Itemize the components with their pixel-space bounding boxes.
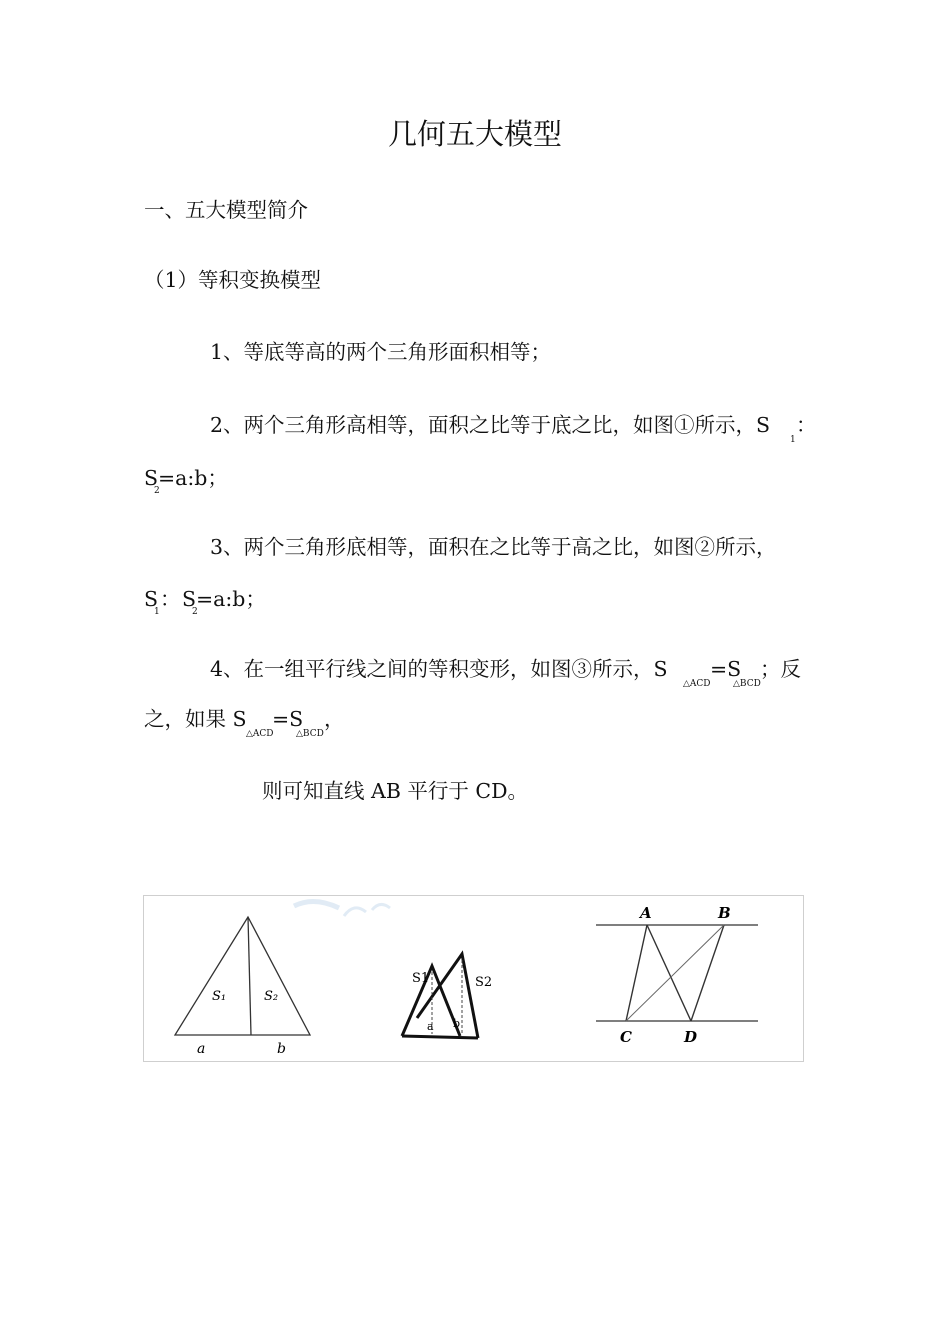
item-2-tail: =a:b；	[158, 466, 228, 490]
figure-2-label-s1: S1	[412, 971, 430, 986]
item-4-line-1: 4、在一组平行线之间的等积变形，如图③所示，S	[210, 657, 668, 681]
item-4-subscript-1: △ACD	[683, 679, 711, 689]
item-3-subscript-2: 2	[192, 607, 198, 617]
item-2-subscript-2: 2	[154, 486, 160, 496]
figure-2-triangles	[402, 954, 492, 1038]
figures-svg	[144, 896, 803, 1061]
item-4-equals: =S	[710, 657, 742, 681]
figure-2-label-a: a	[427, 1020, 434, 1033]
item-4-line-2-tail: ，	[324, 707, 345, 731]
item-3-subscript-1: 1	[154, 607, 160, 617]
item-4-line-2-equals: =S	[272, 707, 304, 731]
item-3-line-1: 3、两个三角形底相等，面积在之比等于高之比，如图②所示，	[210, 535, 777, 559]
page-title: 几何五大模型	[387, 117, 562, 151]
item-2-s2: S	[144, 466, 159, 490]
item-4-line-3: 则可知直线 AB 平行于 CD。	[262, 779, 529, 803]
item-3-s1: S	[144, 587, 159, 611]
watermark	[294, 901, 390, 916]
figure-1-triangle	[175, 917, 310, 1057]
subsection-heading: （1）等积变换模型	[144, 268, 322, 292]
item-4-tail: ；反	[760, 657, 801, 681]
figure-1-label-b: b	[277, 1041, 286, 1057]
item-3-colon: ：	[160, 587, 181, 611]
figures-panel	[143, 895, 804, 1062]
item-4-subscript-2: △BCD	[733, 679, 761, 689]
item-3-tail: =a:b；	[196, 587, 266, 611]
item-2-colon: ：	[796, 413, 817, 437]
item-2-subscript-1: 1	[790, 435, 796, 445]
item-2-line-1: 2、两个三角形高相等，面积之比等于底之比，如图①所示，S	[210, 413, 771, 437]
item-3-s2: S	[182, 587, 197, 611]
figure-3-label-c: C	[620, 1028, 632, 1046]
item-4-line-2-subscript-1: △ACD	[246, 729, 274, 739]
item-4-line-2-subscript-2: △BCD	[296, 729, 324, 739]
figure-3-label-a: A	[640, 904, 652, 922]
figure-2-label-s2: S2	[475, 975, 493, 990]
section-heading: 一、五大模型简介	[144, 198, 308, 222]
figure-3-label-d: D	[684, 1028, 698, 1046]
item-1: 1、等底等高的两个三角形面积相等；	[210, 340, 552, 364]
figure-2-label-b: b	[453, 1017, 461, 1030]
figure-3-label-b: B	[718, 904, 731, 922]
item-4-line-2-head: 之，如果 S	[144, 707, 247, 731]
figure-1-label-a: a	[197, 1041, 206, 1057]
figure-1-label-s2: S₂	[264, 989, 279, 1004]
figure-3-parallel-lines	[596, 904, 758, 1046]
figure-1-label-s1: S₁	[212, 989, 227, 1004]
